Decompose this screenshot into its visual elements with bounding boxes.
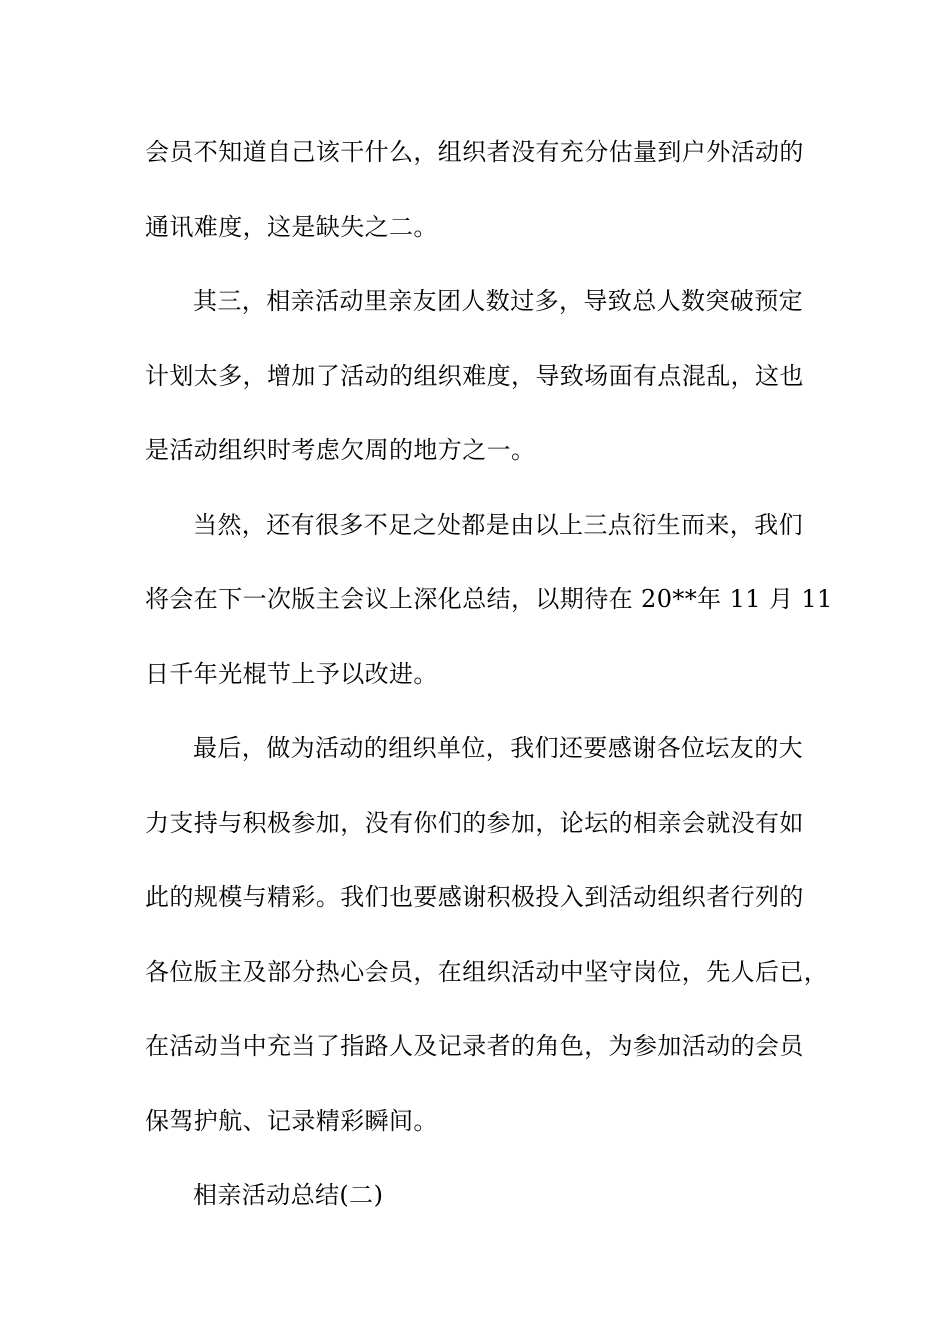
paragraph-line: 会员不知道自己该干什么，组织者没有充分估量到户外活动的	[145, 138, 804, 166]
paragraph-line: 各位版主及部分热心会员，在组织活动中坚守岗位，先人后已，	[145, 957, 829, 986]
paragraph-line: 在活动当中充当了指路人及记录者的角色，为参加活动的会员	[145, 1032, 804, 1060]
paragraph-line: 其三，相亲活动里亲友团人数过多，导致总人数突破预定	[193, 287, 803, 315]
paragraph-line: 将会在下一次版主会议上深化总结，以期待在 20**年 11 月 11	[145, 585, 833, 613]
paragraph-line: 此的规模与精彩。我们也要感谢积极投入到活动组织者行列的	[145, 883, 804, 911]
paragraph-line: 最后，做为活动的组织单位，我们还要感谢各位坛友的大	[193, 734, 803, 762]
section-heading: 相亲活动总结(二)	[193, 1181, 384, 1209]
paragraph-line: 保驾护航、记录精彩瞬间。	[145, 1106, 438, 1135]
paragraph-line: 日千年光棍节上予以改进。	[145, 659, 438, 688]
paragraph-line: 是活动组织时考虑欠周的地方之一。	[145, 436, 536, 464]
paragraph-line: 当然，还有很多不足之处都是由以上三点衍生而来，我们	[193, 510, 803, 539]
paragraph-line: 通讯难度，这是缺失之二。	[145, 212, 438, 241]
paragraph-line: 计划太多，增加了活动的组织难度，导致场面有点混乱，这也	[145, 361, 804, 390]
paragraph-line: 力支持与积极参加，没有你们的参加，论坛的相亲会就没有如	[145, 808, 804, 837]
document-page	[145, 134, 833, 1252]
